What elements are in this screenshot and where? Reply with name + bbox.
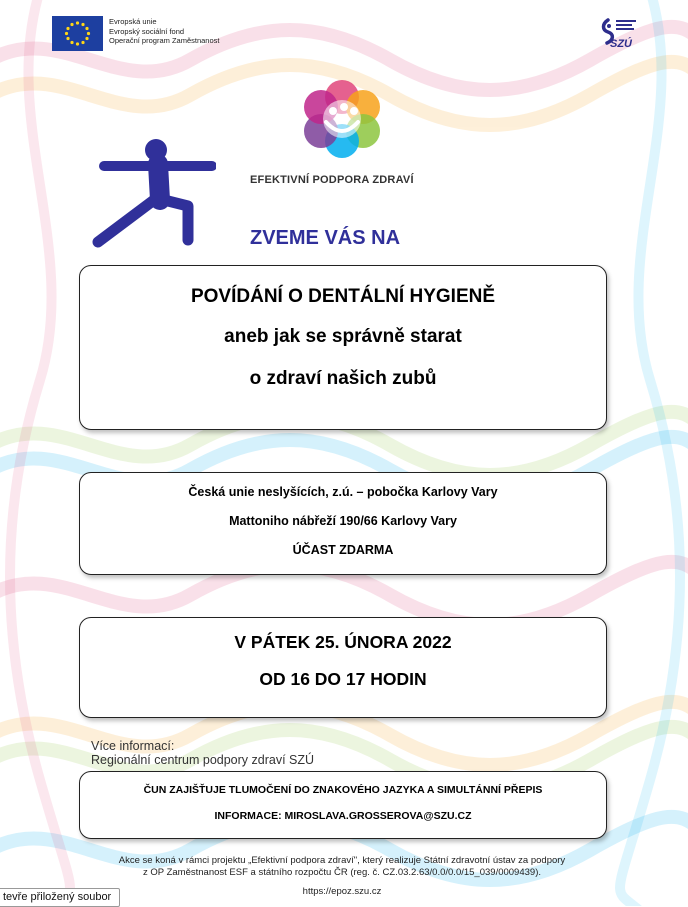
event-subtitle-1: aneb jak se správně starat xyxy=(224,326,462,347)
event-title: POVÍDÁNÍ O DENTÁLNÍ HYGIENĚ xyxy=(190,286,496,307)
op-line: Operační program Zaměstnanost xyxy=(109,36,220,45)
footer-line-2: z OP Zaměstnanost ESF a státního rozpočtu ČR (reg. č. CZ.03.2.63/0.0/0.0/15_039/0009439). xyxy=(143,866,541,878)
admission-free: ÚČAST ZDARMA xyxy=(292,543,394,557)
footer-line-1: Akce se koná v rámci projektu „Efektivní podpora zdraví", který realizuje Státní zdravotní ústav za podpory xyxy=(118,855,566,866)
eu-flag-icon xyxy=(52,16,103,51)
program-title: EFEKTIVNÍ PODPORA ZDRAVÍ xyxy=(250,174,414,186)
contact-email[interactable]: INFORMACE: MIROSLAVA.GROSSEROVA@SZU.CZ xyxy=(214,810,472,822)
exercise-figure-icon xyxy=(88,136,216,248)
esf-line: Evropský sociální fond xyxy=(109,26,185,36)
open-attachment-button[interactable]: tevře přiložený soubor xyxy=(0,888,120,907)
interpreting-notice: ČUN ZAJIŠŤUJE TLUMOČENÍ DO ZNAKOVÉHO JAZYKA A SIMULTÁNNÍ PŘEPIS xyxy=(143,784,543,796)
eu-funding-text xyxy=(109,17,219,46)
eu-line: Evropská unie xyxy=(109,17,157,26)
epz-logo-icon xyxy=(296,80,388,158)
more-info xyxy=(91,739,314,767)
schedule-box xyxy=(79,617,607,718)
venue-address: Mattoniho nábřeží 190/66 Karlovy Vary xyxy=(229,514,457,528)
venue-box xyxy=(79,472,607,575)
event-title-box xyxy=(79,265,607,430)
more-info-label: Více informací: xyxy=(91,739,175,753)
footer-text xyxy=(60,855,624,878)
szu-logo-text: SZÚ xyxy=(610,38,632,50)
footer-url[interactable]: https://epoz.szu.cz xyxy=(302,886,382,897)
szu-logo xyxy=(594,16,640,54)
event-date: V PÁTEK 25. ÚNORA 2022 xyxy=(234,632,452,652)
event-subtitle-2: o zdraví našich zubů xyxy=(249,368,437,389)
notice-box xyxy=(79,771,607,839)
event-time: OD 16 DO 17 HODIN xyxy=(259,669,427,689)
invite-heading: ZVEME VÁS NA xyxy=(250,227,401,249)
venue-organization: Česká unie neslyšících, z.ú. – pobočka Karlovy Vary xyxy=(188,485,498,499)
more-info-org: Regionální centrum podpory zdraví SZÚ xyxy=(91,753,315,767)
